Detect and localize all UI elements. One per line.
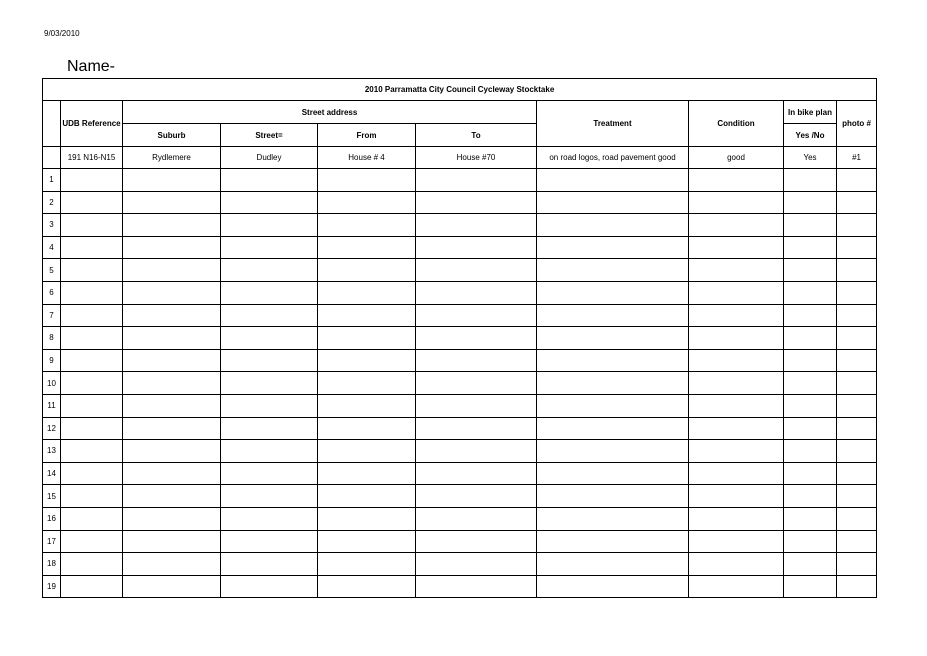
table-row <box>43 281 877 304</box>
entry-cell[interactable] <box>61 575 123 598</box>
entry-cell[interactable] <box>123 462 221 485</box>
entry-cell[interactable] <box>61 304 123 327</box>
entry-cell[interactable] <box>784 169 837 192</box>
entry-cell[interactable] <box>689 553 784 576</box>
table-row <box>43 440 877 463</box>
entry-cell[interactable] <box>784 575 837 598</box>
entry-cell[interactable] <box>221 349 318 372</box>
entry-cell[interactable] <box>537 417 689 440</box>
entry-cell[interactable] <box>784 372 837 395</box>
entry-cell[interactable] <box>537 214 689 237</box>
entry-cell[interactable] <box>61 485 123 508</box>
table-row <box>43 169 877 192</box>
entry-cell[interactable] <box>689 530 784 553</box>
row-number: 4 <box>43 236 61 259</box>
entry-cell[interactable] <box>221 281 318 304</box>
entry-cell[interactable] <box>318 372 416 395</box>
entry-cell[interactable] <box>689 304 784 327</box>
row-number: 16 <box>43 507 61 530</box>
table-row <box>43 191 877 214</box>
entry-cell[interactable] <box>123 191 221 214</box>
entry-cell[interactable] <box>689 372 784 395</box>
entry-cell[interactable] <box>784 349 837 372</box>
entry-cell[interactable] <box>61 349 123 372</box>
entry-cell[interactable] <box>416 553 537 576</box>
table-row <box>43 485 877 508</box>
table-row <box>43 304 877 327</box>
entry-cell[interactable] <box>537 191 689 214</box>
entry-cell[interactable] <box>221 191 318 214</box>
row-number: 17 <box>43 530 61 553</box>
row-number: 2 <box>43 191 61 214</box>
table-row <box>43 553 877 576</box>
entry-cell[interactable] <box>784 304 837 327</box>
row-number: 6 <box>43 281 61 304</box>
entry-cell[interactable] <box>416 304 537 327</box>
sample-street: Dudley <box>221 147 318 169</box>
entry-cell[interactable] <box>837 462 877 485</box>
entry-cell[interactable] <box>123 327 221 350</box>
entry-cell[interactable] <box>784 394 837 417</box>
entry-cell[interactable] <box>221 417 318 440</box>
entry-cell[interactable] <box>537 236 689 259</box>
entry-cell[interactable] <box>689 259 784 282</box>
entry-cell[interactable] <box>689 327 784 350</box>
entry-cell[interactable] <box>689 440 784 463</box>
entry-cell[interactable] <box>221 530 318 553</box>
sample-to: House #70 <box>416 147 537 169</box>
entry-cell[interactable] <box>537 349 689 372</box>
header-condition: Condition <box>689 101 784 147</box>
entry-cell[interactable] <box>689 236 784 259</box>
entry-cell[interactable] <box>221 169 318 192</box>
entry-cell[interactable] <box>123 281 221 304</box>
entry-cell[interactable] <box>416 372 537 395</box>
entry-cell[interactable] <box>837 394 877 417</box>
entry-cell[interactable] <box>221 553 318 576</box>
header-from: From <box>318 124 416 147</box>
entry-cell[interactable] <box>537 304 689 327</box>
table-row <box>43 214 877 237</box>
entry-cell[interactable] <box>61 462 123 485</box>
entry-cell[interactable] <box>61 169 123 192</box>
entry-cell[interactable] <box>689 214 784 237</box>
entry-cell[interactable] <box>123 304 221 327</box>
entry-cell[interactable] <box>537 553 689 576</box>
entry-cell[interactable] <box>221 214 318 237</box>
row-number: 11 <box>43 394 61 417</box>
entry-cell[interactable] <box>123 530 221 553</box>
sample-condition: good <box>689 147 784 169</box>
entry-cell[interactable] <box>61 507 123 530</box>
table-row <box>43 575 877 598</box>
title-row <box>43 79 877 101</box>
sample-row <box>43 147 877 169</box>
print-date: 9/03/2010 <box>44 29 80 38</box>
entry-cell[interactable] <box>784 191 837 214</box>
table-row <box>43 507 877 530</box>
entry-cell[interactable] <box>61 214 123 237</box>
entry-cell[interactable] <box>318 440 416 463</box>
entry-cell[interactable] <box>221 462 318 485</box>
entry-cell[interactable] <box>537 530 689 553</box>
entry-cell[interactable] <box>689 417 784 440</box>
cycleway-stocktake-table <box>42 78 877 598</box>
entry-cell[interactable] <box>123 485 221 508</box>
entry-cell[interactable] <box>416 440 537 463</box>
entry-cell[interactable] <box>416 485 537 508</box>
entry-cell[interactable] <box>318 214 416 237</box>
entry-cell[interactable] <box>537 440 689 463</box>
sample-treatment: on road logos, road pavement good <box>537 147 689 169</box>
entry-cell[interactable] <box>837 327 877 350</box>
entry-cell[interactable] <box>221 440 318 463</box>
row-number: 15 <box>43 485 61 508</box>
row-number: 1 <box>43 169 61 192</box>
name-label: Name- <box>67 58 116 75</box>
entry-cell[interactable] <box>61 327 123 350</box>
entry-cell[interactable] <box>689 462 784 485</box>
entry-cell[interactable] <box>784 281 837 304</box>
entry-cell[interactable] <box>689 281 784 304</box>
entry-cell[interactable] <box>318 530 416 553</box>
entry-cell[interactable] <box>61 440 123 463</box>
header-yes-no: Yes /No <box>784 124 837 147</box>
entry-cell[interactable] <box>837 530 877 553</box>
header-street-address: Street address <box>123 101 537 124</box>
entry-cell[interactable] <box>537 394 689 417</box>
entry-cell[interactable] <box>123 236 221 259</box>
entry-cell[interactable] <box>537 169 689 192</box>
entry-cell[interactable] <box>123 440 221 463</box>
entry-cell[interactable] <box>784 417 837 440</box>
entry-cell[interactable] <box>416 507 537 530</box>
entry-cell[interactable] <box>318 485 416 508</box>
entry-cell[interactable] <box>221 372 318 395</box>
entry-cell[interactable] <box>61 530 123 553</box>
header-blank-cell <box>43 101 61 147</box>
entry-cell[interactable] <box>318 575 416 598</box>
entry-cell[interactable] <box>416 214 537 237</box>
entry-cell[interactable] <box>537 485 689 508</box>
entry-cell[interactable] <box>318 327 416 350</box>
entry-cell[interactable] <box>416 417 537 440</box>
entry-cell[interactable] <box>537 462 689 485</box>
table-row <box>43 259 877 282</box>
row-number: 8 <box>43 327 61 350</box>
entry-cell[interactable] <box>123 553 221 576</box>
row-number: 3 <box>43 214 61 237</box>
entry-cell[interactable] <box>318 169 416 192</box>
entry-cell[interactable] <box>784 214 837 237</box>
table-row <box>43 394 877 417</box>
entry-cell[interactable] <box>837 191 877 214</box>
entry-cell[interactable] <box>689 507 784 530</box>
entry-cell[interactable] <box>221 575 318 598</box>
table-row <box>43 462 877 485</box>
entry-cell[interactable] <box>61 259 123 282</box>
entry-cell[interactable] <box>837 304 877 327</box>
sample-in-bike-plan: Yes <box>784 147 837 169</box>
entry-cell[interactable] <box>61 281 123 304</box>
entry-cell[interactable] <box>689 169 784 192</box>
entry-cell[interactable] <box>61 553 123 576</box>
table-row <box>43 327 877 350</box>
table-row <box>43 349 877 372</box>
entry-cell[interactable] <box>318 304 416 327</box>
entry-cell[interactable] <box>416 530 537 553</box>
row-number: 13 <box>43 440 61 463</box>
entry-cell[interactable] <box>784 440 837 463</box>
table-row <box>43 236 877 259</box>
entry-cell[interactable] <box>837 372 877 395</box>
entry-cell[interactable] <box>837 281 877 304</box>
entry-cell[interactable] <box>416 169 537 192</box>
entry-cell[interactable] <box>784 553 837 576</box>
entry-cell[interactable] <box>61 417 123 440</box>
entry-cell[interactable] <box>318 417 416 440</box>
entry-cell[interactable] <box>416 281 537 304</box>
header-street: Street= <box>221 124 318 147</box>
entry-cell[interactable] <box>537 575 689 598</box>
entry-cell[interactable] <box>221 259 318 282</box>
entry-cell[interactable] <box>221 394 318 417</box>
table-row <box>43 372 877 395</box>
entry-cell[interactable] <box>123 394 221 417</box>
entry-cell[interactable] <box>221 507 318 530</box>
entry-cell[interactable] <box>123 259 221 282</box>
entry-cell[interactable] <box>689 394 784 417</box>
entry-cell[interactable] <box>784 462 837 485</box>
entry-cell[interactable] <box>537 281 689 304</box>
sample-from: House # 4 <box>318 147 416 169</box>
entry-cell[interactable] <box>784 259 837 282</box>
sample-blank-cell <box>43 147 61 169</box>
header-suburb: Suburb <box>123 124 221 147</box>
entry-cell[interactable] <box>537 327 689 350</box>
entry-cell[interactable] <box>416 394 537 417</box>
entry-cell[interactable] <box>689 349 784 372</box>
entry-cell[interactable] <box>837 214 877 237</box>
row-number: 7 <box>43 304 61 327</box>
row-number: 18 <box>43 553 61 576</box>
entry-cell[interactable] <box>837 440 877 463</box>
entry-cell[interactable] <box>416 462 537 485</box>
entry-cell[interactable] <box>837 349 877 372</box>
entry-cell[interactable] <box>61 394 123 417</box>
entry-cell[interactable] <box>318 281 416 304</box>
entry-cell[interactable] <box>689 485 784 508</box>
entry-cell[interactable] <box>61 236 123 259</box>
row-number: 5 <box>43 259 61 282</box>
entry-cell[interactable] <box>416 259 537 282</box>
entry-cell[interactable] <box>837 553 877 576</box>
entry-cell[interactable] <box>318 507 416 530</box>
entry-cell[interactable] <box>123 507 221 530</box>
entry-cell[interactable] <box>837 259 877 282</box>
entry-cell[interactable] <box>318 191 416 214</box>
entry-cell[interactable] <box>221 236 318 259</box>
header-treatment: Treatment <box>537 101 689 147</box>
entry-cell[interactable] <box>123 575 221 598</box>
entry-cell[interactable] <box>318 394 416 417</box>
entry-cell[interactable] <box>123 349 221 372</box>
entry-cell[interactable] <box>123 417 221 440</box>
header-in-bike-plan: In bike plan <box>784 101 837 124</box>
entry-cell[interactable] <box>123 372 221 395</box>
entry-cell[interactable] <box>416 349 537 372</box>
entry-cell[interactable] <box>784 507 837 530</box>
header-row-1 <box>43 101 877 124</box>
entry-cell[interactable] <box>318 349 416 372</box>
entry-cell[interactable] <box>837 417 877 440</box>
row-number: 19 <box>43 575 61 598</box>
entry-cell[interactable] <box>784 485 837 508</box>
row-number: 14 <box>43 462 61 485</box>
entry-cell[interactable] <box>221 327 318 350</box>
entry-cell[interactable] <box>61 372 123 395</box>
entry-cell[interactable] <box>221 304 318 327</box>
header-photo: photo # <box>837 101 877 147</box>
entry-cell[interactable] <box>537 259 689 282</box>
entry-cell[interactable] <box>784 530 837 553</box>
row-number: 9 <box>43 349 61 372</box>
table-title: 2010 Parramatta City Council Cycleway Stocktake <box>43 79 877 101</box>
entry-cell[interactable] <box>837 485 877 508</box>
header-to: To <box>416 124 537 147</box>
entry-cell[interactable] <box>837 507 877 530</box>
entry-cell[interactable] <box>123 214 221 237</box>
entry-cell[interactable] <box>784 236 837 259</box>
sample-udb-reference: 191 N16-N15 <box>61 147 123 169</box>
entry-cell[interactable] <box>416 575 537 598</box>
entry-cell[interactable] <box>123 169 221 192</box>
entry-cell[interactable] <box>537 507 689 530</box>
entry-cell[interactable] <box>318 259 416 282</box>
row-number: 12 <box>43 417 61 440</box>
entry-cell[interactable] <box>689 575 784 598</box>
entry-cell[interactable] <box>537 372 689 395</box>
entry-cell[interactable] <box>837 169 877 192</box>
entry-cell[interactable] <box>416 191 537 214</box>
sample-photo: #1 <box>837 147 877 169</box>
entry-cell[interactable] <box>689 191 784 214</box>
header-udb-reference: UDB Reference <box>61 101 123 147</box>
entry-cell[interactable] <box>318 236 416 259</box>
entry-cell[interactable] <box>61 191 123 214</box>
entry-cell[interactable] <box>416 327 537 350</box>
entry-cell[interactable] <box>318 553 416 576</box>
table-row <box>43 530 877 553</box>
table-row <box>43 417 877 440</box>
entry-cell[interactable] <box>416 236 537 259</box>
sample-suburb: Rydlemere <box>123 147 221 169</box>
entry-cell[interactable] <box>837 236 877 259</box>
row-number: 10 <box>43 372 61 395</box>
entry-cell[interactable] <box>837 575 877 598</box>
entry-cell[interactable] <box>784 327 837 350</box>
entry-cell[interactable] <box>221 485 318 508</box>
entry-cell[interactable] <box>318 462 416 485</box>
